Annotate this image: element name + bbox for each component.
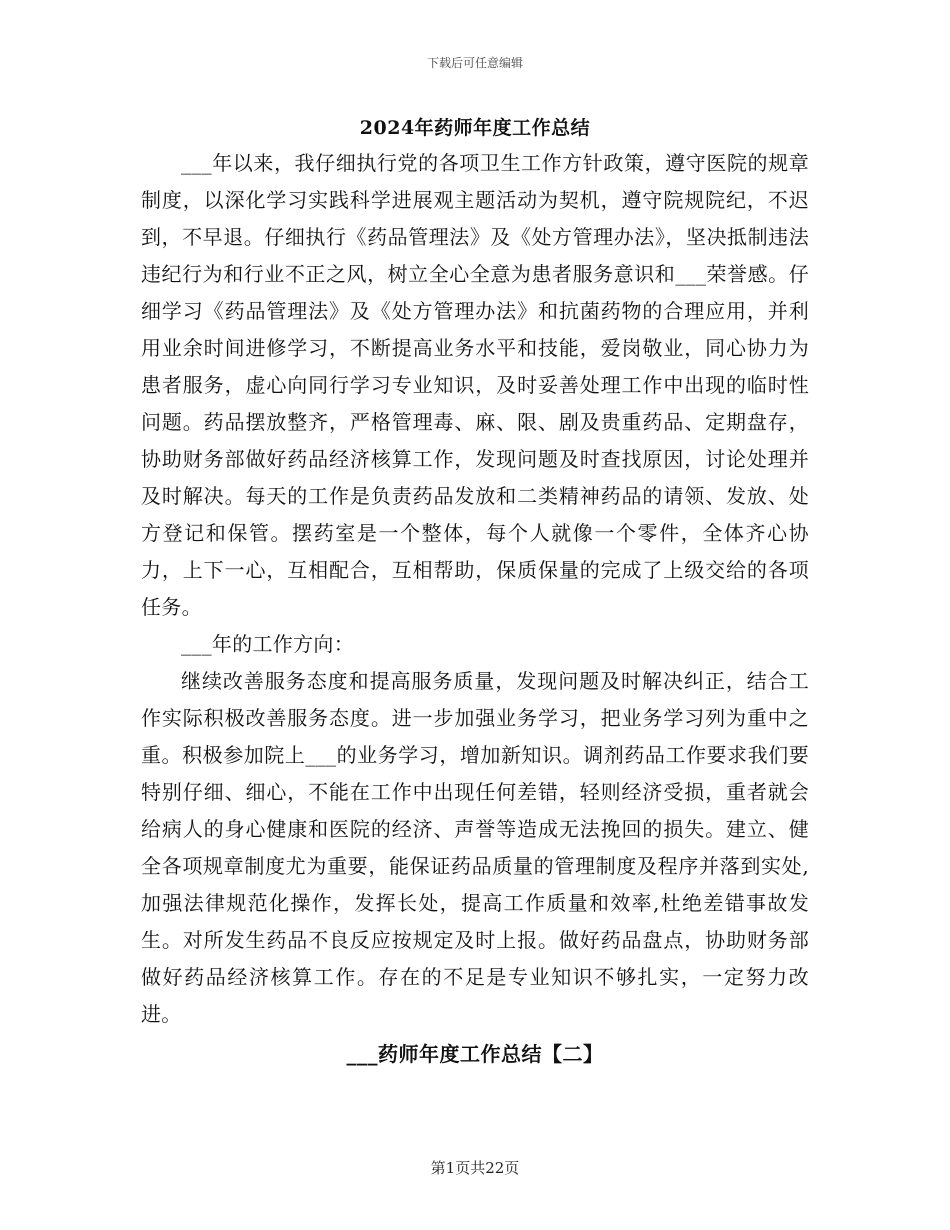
paragraph-work-direction-heading: ___年的工作方向： (181, 632, 354, 656)
header-note: 下载后可任意编辑 (426, 56, 523, 70)
document-body (141, 145, 809, 1033)
page-footer: 第1页共22页 (430, 1159, 520, 1177)
paragraph-work-direction: 继续改善服务态度和提高服务质量，发现问题及时解决纠正，结合工作实际积极改善服务态度。进一步加强业务学习，把业务学习列为重中之重。积极参加院上___的业务学习，增加新知识。调剂药品工作要求我们要特别仔细、细心，不能在工作中出现任何差错，轻则经济受损，重者就会给病人的身心健康和医院的经济、声誉等造成无法挽回的损失。建立、健全各项规章制度尤为重要，能保证药品质量的管理制度及程序并落到实处,加强法律规范化操作，发挥长处，提高工作质量和效率,杜绝差错事故发生。对所发生药品不良反应按规定及时上报。做好药品盘点，协助财务部做好药品经济核算工作。存在的不足是专业知识不够扎实，一定努力改进。 (141, 669, 809, 1026)
section-title: ___药师年度工作总结【二】 (346, 1042, 604, 1066)
document-title: 2024年药师年度工作总结 (359, 117, 591, 139)
paragraph-intro: ___年以来，我仔细执行党的各项卫生工作方针政策，遵守医院的规章制度，以深化学习实践科学进展观主题活动为契机，遵守院规院纪，不迟到，不早退。仔细执行《药品管理法》及《处方管理办法》，坚决抵制违法违纪行为和行业不正之风，树立全心全意为患者服务意识和___荣誉感。仔细学习《药品管理法》及《处方管理办法》和抗菌药物的合理应用，并利用业余时间进修学习，不断提高业务水平和技能，爱岗敬业，同心协力为患者服务，虚心向同行学习专业知识，及时妥善处理工作中出现的临时性问题。药品摆放整齐，严格管理毒、麻、限、剧及贵重药品、定期盘存，协助财务部做好药品经济核算工作，发现问题及时查找原因，讨论处理并及时解决。每天的工作是负责药品发放和二类精神药品的请领、发放、处方登记和保管。摆药室是一个整体，每个人就像一个零件，全体齐心协力，上下一心，互相配合，互相帮助，保质保量的完成了上级交给的各项任务。 (141, 151, 809, 619)
